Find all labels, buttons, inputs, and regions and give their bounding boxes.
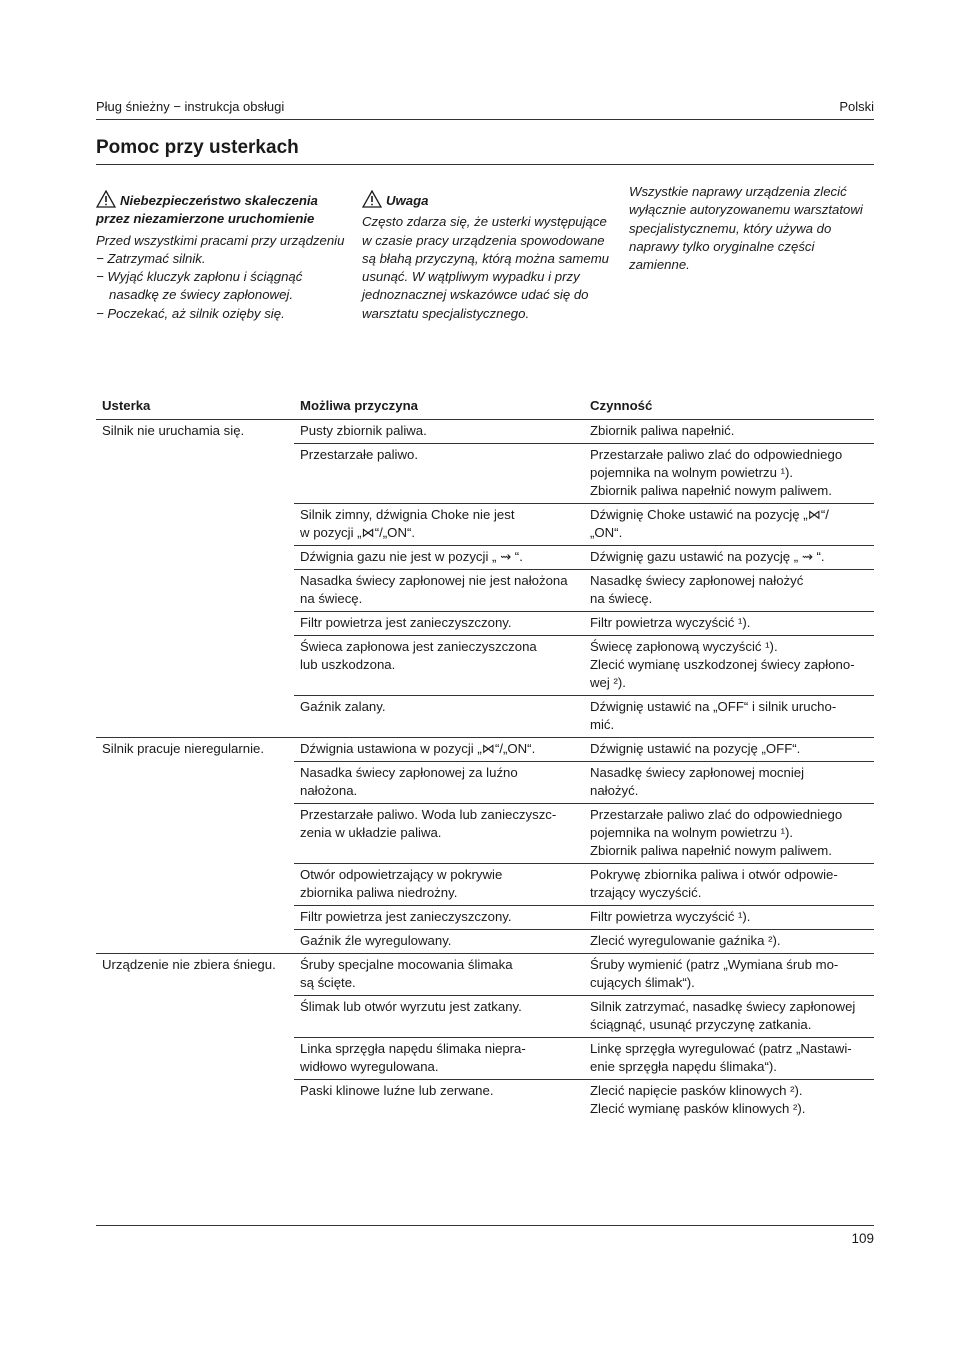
page-title: Pomoc przy usterkach <box>96 137 874 165</box>
troubleshooting-table <box>96 395 874 1121</box>
action-cell: Przestarzałe paliwo zlać do odpowiedniego pojemnika na wolnym powietrzu ¹). Zbiornik paliwa napełnić nowym paliwem. <box>584 444 874 504</box>
danger-heading: Niebezpieczeństwo skaleczenia przez niezamierzone uruchomienie <box>96 193 318 227</box>
cause-cell: Ślimak lub otwór wyrzutu jest zatkany. <box>294 996 584 1038</box>
repair-note-text: Wszystkie naprawy urządzenia zlecić wyłącznie autoryzowanemu warsztatowi specjalistycznemu, który używa do naprawy tylko oryginalne części zamienne. <box>629 184 863 273</box>
cause-cell: Dźwignia ustawiona w pozycji „⋈“/„ON“. <box>294 738 584 762</box>
cause-cell: Pusty zbiornik paliwa. <box>294 420 584 444</box>
column-header-action: Czynność <box>584 395 874 420</box>
action-cell: Zlecić napięcie pasków klinowych ²). Zlecić wymianę pasków klinowych ²). <box>590 1083 806 1116</box>
action-cell: Przestarzałe paliwo zlać do odpowiedniego pojemnika na wolnym powietrzu ¹). Zbiornik paliwa napełnić nowym paliwem. <box>584 804 874 864</box>
danger-item: − Poczekać, aż silnik ozięby się. <box>96 305 285 321</box>
action-cell: Zlecić wyregulowanie gaźnika ²). <box>584 930 874 954</box>
action-cell: Nasadkę świecy zapłonowej nałożyć na świecę. <box>584 570 874 612</box>
action-cell: Nasadkę świecy zapłonowej mocniej nałożyć. <box>584 762 874 804</box>
action-cell: Silnik zatrzymać, nasadkę świecy zapłonowej ściągnąć, usunąć przyczynę zatkania. <box>584 996 874 1038</box>
danger-item: − Wyjąć kluczyk zapłonu i ściągnąć nasadkę ze świecy zapłonowej. <box>96 269 303 303</box>
page-header <box>96 99 874 120</box>
fault-cell: Urządzenie nie zbiera śniegu. <box>102 957 276 972</box>
danger-lead: Przed wszystkimi pracami przy urządzeniu <box>96 232 345 248</box>
table-header-row <box>96 395 874 420</box>
page-number: 109 <box>851 1231 874 1246</box>
action-cell: Dźwignię Choke ustawić na pozycję „⋈“/ „ON“. <box>584 504 874 546</box>
column-header-fault: Usterka <box>96 395 294 420</box>
cause-cell: Nasadka świecy zapłonowej za luźno nałożona. <box>294 762 584 804</box>
caution-heading: Uwaga <box>386 193 429 208</box>
table-row <box>96 954 874 996</box>
action-cell: Linkę sprzęgła wyregulować (patrz „Nastawi- enie sprzęgła napędu ślimaka“). <box>584 1038 874 1080</box>
action-cell: Filtr powietrza wyczyścić ¹). <box>584 906 874 930</box>
danger-item: − Zatrzymać silnik. <box>96 250 206 266</box>
action-cell: Dźwignię ustawić na pozycję „OFF“. <box>584 738 874 762</box>
cause-cell: Paski klinowe luźne lub zerwane. <box>300 1083 494 1098</box>
fault-cell: Silnik pracuje nieregularnie. <box>96 738 294 954</box>
action-cell: Dźwignię ustawić na „OFF“ i silnik urucho- mić. <box>584 696 874 738</box>
action-cell: Filtr powietrza wyczyścić ¹). <box>584 612 874 636</box>
caution-text: Często zdarza się, że usterki występujące w czasie pracy urządzenia spowodowane są błahą przyczyną, którą można samemu usunąć. W wątpliwym wypadku i przy jednoznacznej wskazówce udać się do warsztatu specjalistycznego. <box>362 214 610 321</box>
cause-cell: Gaźnik zalany. <box>294 696 584 738</box>
column-header-cause: Możliwa przyczyna <box>294 395 584 420</box>
cause-cell: Nasadka świecy zapłonowej nie jest nałożona na świecę. <box>294 570 584 612</box>
table-row <box>96 420 874 444</box>
action-cell: Śruby wymienić (patrz „Wymiana śrub mo- cujących ślimak“). <box>584 954 874 996</box>
action-cell: Świecę zapłonową wyczyścić ¹). Zlecić wymianę uszkodzonej świecy zapłono- wej ²). <box>584 636 874 696</box>
warning-triangle-icon <box>362 190 382 208</box>
cause-cell: Linka sprzęgła napędu ślimaka niepra- widłowo wyregulowana. <box>294 1038 584 1080</box>
header-title: Pług śnieżny − instrukcja obsługi <box>96 99 285 114</box>
fault-cell: Silnik nie uruchamia się. <box>96 420 294 738</box>
cause-cell: Śruby specjalne mocowania ślimaka są ścięte. <box>294 954 584 996</box>
header-language: Polski <box>839 99 874 114</box>
repair-note <box>629 183 875 274</box>
action-cell: Zbiornik paliwa napełnić. <box>584 420 874 444</box>
warning-triangle-icon <box>96 190 116 208</box>
cause-cell: Przestarzałe paliwo. <box>294 444 584 504</box>
danger-notice <box>96 190 346 323</box>
cause-cell: Przestarzałe paliwo. Woda lub zanieczyszc- zenia w układzie paliwa. <box>294 804 584 864</box>
cause-cell: Świeca zapłonowa jest zanieczyszczona lub uszkodzona. <box>294 636 584 696</box>
cause-cell: Dźwignia gazu nie jest w pozycji „ ⇝ “. <box>294 546 584 570</box>
cause-cell: Filtr powietrza jest zanieczyszczony. <box>294 906 584 930</box>
cause-cell: Gaźnik źle wyregulowany. <box>294 930 584 954</box>
page-footer <box>96 1225 874 1246</box>
action-cell: Pokrywę zbiornika paliwa i otwór odpowie- trzający wyczyścić. <box>584 864 874 906</box>
action-cell: Dźwignię gazu ustawić na pozycję „ ⇝ “. <box>584 546 874 570</box>
table-row <box>96 738 874 762</box>
cause-cell: Otwór odpowietrzający w pokrywie zbiornika paliwa niedrożny. <box>294 864 584 906</box>
caution-notice <box>362 190 612 323</box>
cause-cell: Silnik zimny, dźwignia Choke nie jest w pozycji „⋈“/„ON“. <box>294 504 584 546</box>
cause-cell: Filtr powietrza jest zanieczyszczony. <box>294 612 584 636</box>
